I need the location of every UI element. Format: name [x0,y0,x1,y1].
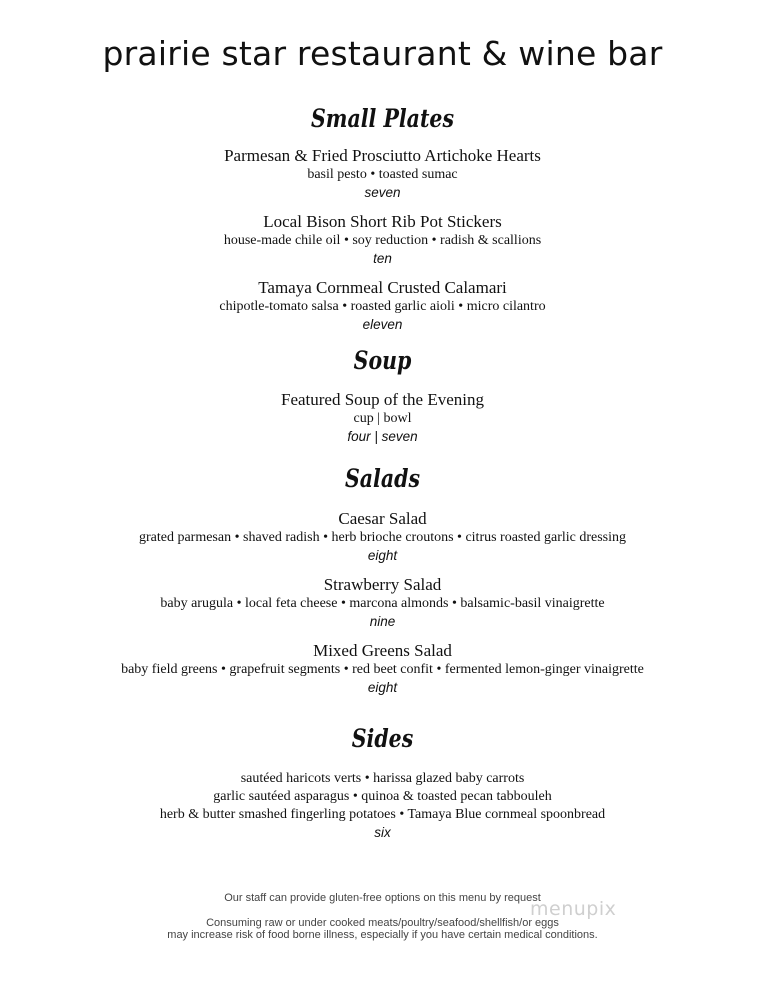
restaurant-title: prairie star restaurant & wine bar [102,34,663,73]
item-description: chipotle-tomato salsa • roasted garlic aioli • micro cilantro [219,299,546,314]
sides-list [0,770,765,842]
section-heading-sides: Sides [351,724,414,753]
menu-item-calamari [0,278,765,334]
item-name: Tamaya Cornmeal Crusted Calamari [258,278,507,297]
menu-item-artichoke-hearts [0,146,765,202]
menu-item-strawberry-salad [0,575,765,631]
section-heading-salads: Salads [344,464,421,493]
food-safety-warning-line-2: may increase risk of food borne illness, especially if you have certain medical conditions. [167,929,598,941]
item-name: Parmesan & Fried Prosciutto Artichoke Hearts [224,146,541,165]
item-price: eight [367,548,398,563]
side-line: garlic sautéed asparagus • quinoa & toasted pecan tabbouleh [213,789,552,804]
gluten-free-note: Our staff can provide gluten-free options on this menu by request [224,892,541,904]
item-price: four | seven [347,429,418,444]
item-price: nine [369,614,396,629]
item-description: basil pesto • toasted sumac [307,167,458,182]
item-price: eight [367,680,398,695]
menu-item-mixed-greens-salad [0,641,765,697]
side-line: sautéed haricots verts • harissa glazed baby carrots [240,771,525,786]
item-description: baby field greens • grapefruit segments • red beet confit • fermented lemon-ginger vinaigrette [121,662,644,677]
menu-item-featured-soup [0,390,765,446]
food-safety-warning-line-1: Consuming raw or under cooked meats/poultry/seafood/shellfish/or eggs [206,917,559,929]
item-description: house-made chile oil • soy reduction • radish & scallions [223,233,542,248]
item-description: baby arugula • local feta cheese • marcona almonds • balsamic-basil vinaigrette [160,596,605,611]
item-name: Featured Soup of the Evening [280,390,484,409]
item-name: Local Bison Short Rib Pot Stickers [263,212,502,231]
item-description: cup | bowl [353,411,412,426]
item-name: Caesar Salad [338,509,427,528]
section-heading-small-plates: Small Plates [310,104,455,133]
item-price: seven [364,185,401,200]
menu-item-caesar-salad [0,509,765,565]
item-description: grated parmesan • shaved radish • herb brioche croutons • citrus roasted garlic dressing [138,530,627,545]
menu-item-pot-stickers [0,212,765,268]
item-price: eleven [362,317,403,332]
section-heading-soup: Soup [353,346,412,375]
side-line: herb & butter smashed fingerling potatoes • Tamaya Blue cornmeal spoonbread [159,807,606,822]
item-price: six [374,825,391,840]
item-name: Mixed Greens Salad [313,641,452,660]
item-name: Strawberry Salad [323,575,442,594]
item-price: ten [373,251,392,266]
menupix-watermark: menupix [530,898,617,920]
